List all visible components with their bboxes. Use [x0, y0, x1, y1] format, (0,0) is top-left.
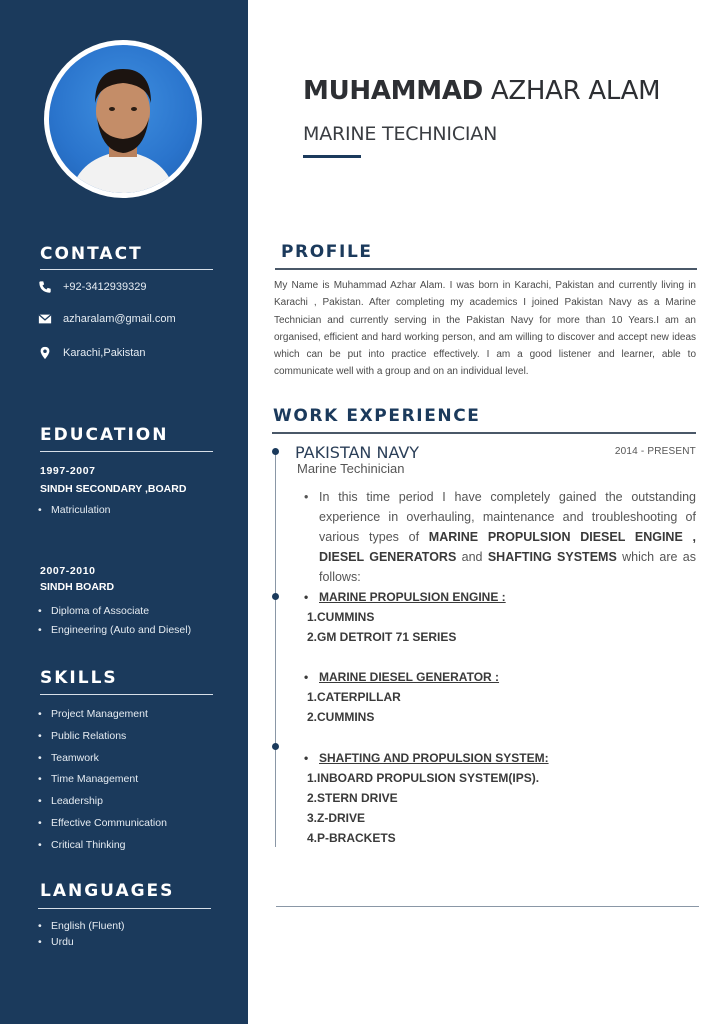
avatar [49, 45, 197, 193]
list-item: 1.CUMMINS [307, 610, 375, 624]
description-part: In this time period I have completely gained the outstanding experience in overhauling, maintenance and troubleshooting of various types of [319, 490, 696, 544]
description-part: and [456, 550, 488, 564]
phone-icon [38, 280, 52, 294]
bullet: • [304, 751, 309, 765]
list-item: 2.CUMMINS [307, 710, 375, 724]
bottom-rule [276, 906, 699, 907]
title-underline [303, 155, 361, 158]
list-item: 2.GM DETROIT 71 SERIES [307, 630, 457, 644]
group-title-text: MARINE DIESEL GENERATOR : [319, 670, 500, 684]
contact-rule [40, 269, 213, 270]
bullet: • [304, 670, 309, 684]
list-item: • Engineering (Auto and Diesel) [38, 621, 191, 640]
list-item: 1.CATERPILLAR [307, 690, 401, 704]
list-item: • Teamwork [38, 748, 167, 770]
description-bold: SHAFTING SYSTEMS [487, 550, 617, 564]
group-title [304, 670, 499, 684]
list-item: • Urdu [38, 934, 125, 950]
education-school: SINDH BOARD [40, 581, 115, 593]
first-name: MUHAMMAD [303, 76, 483, 106]
contact-phone [38, 280, 147, 294]
profile-photo [44, 40, 202, 198]
group-title [304, 590, 506, 604]
bullet: • [304, 590, 309, 604]
mail-icon [38, 312, 52, 326]
group-title [304, 751, 549, 765]
list-item: • Effective Communication [38, 813, 167, 835]
education-items [38, 602, 191, 640]
languages-list [38, 918, 125, 950]
description-text [304, 487, 696, 587]
employment-dates: 2014 - PRESENT [614, 446, 696, 457]
location-pin-icon [38, 346, 52, 360]
group-title-text: MARINE PROPULSION ENGINE : [319, 590, 506, 604]
list-item: • English (Fluent) [38, 918, 125, 934]
description-part: which are as follows: [319, 550, 696, 584]
description-bold: DIESEL GENERATORS [319, 550, 457, 564]
email-text: azharalam@gmail.com [63, 313, 176, 325]
list-item: • Public Relations [38, 726, 167, 748]
list-item: 4.P-BRACKETS [307, 831, 396, 845]
work-rule [272, 432, 696, 434]
description-bold: MARINE PROPULSION DIESEL ENGINE , [428, 530, 696, 544]
timeline-dot [272, 743, 279, 750]
profile-rule [275, 268, 697, 270]
last-name: AZHAR ALAM [490, 76, 661, 106]
list-item: • Diploma of Associate [38, 602, 191, 621]
education-heading: EDUCATION [40, 425, 169, 445]
contact-email [38, 312, 176, 326]
contact-location [38, 346, 146, 360]
sidebar [0, 0, 248, 1024]
list-item: • Project Management [38, 704, 167, 726]
contact-heading: CONTACT [40, 244, 143, 264]
list-item: 2.STERN DRIVE [307, 791, 398, 805]
portrait-illustration [49, 45, 197, 193]
list-item: 1.INBOARD PROPULSION SYSTEM(IPS). [307, 771, 540, 785]
full-name [303, 76, 660, 106]
list-item: • Time Management [38, 769, 167, 791]
education-rule [40, 451, 213, 452]
profile-text: My Name is Muhammad Azhar Alam. I was born in Karachi, Pakistan and currently living in Karachi , Pakistan. After completing my academics I joined Pakistan Navy as a Marine Technician and currently serving in the Pakistan Navy for more than 10 Years.I am an organised, efficient and hard working person, and am willing to discover and accept new ideas which can be put into practice effectively. I am a good listener and learner, able to communicate well with a group and on an individual level. [274, 280, 696, 378]
work-description [304, 487, 696, 587]
list-item: • Critical Thinking [38, 835, 167, 857]
education-years: 2007-2010 [40, 565, 96, 577]
skills-list [38, 704, 167, 857]
profile-heading: PROFILE [281, 242, 373, 262]
timeline-dot [272, 593, 279, 600]
list-item: • Matriculation [38, 504, 111, 516]
skills-heading: SKILLS [40, 668, 118, 688]
languages-rule [38, 908, 211, 909]
location-text: Karachi,Pakistan [63, 347, 146, 359]
job-title: MARINE TECHNICIAN [303, 123, 498, 145]
timeline-line [275, 449, 276, 847]
education-school: SINDH SECONDARY ,BOARD [40, 483, 187, 495]
timeline-dot [272, 448, 279, 455]
role-title: Marine Techinician [297, 461, 405, 476]
education-items [38, 504, 111, 516]
phone-text: +92-3412939329 [63, 281, 147, 293]
skills-rule [40, 694, 213, 695]
list-item: • Leadership [38, 791, 167, 813]
bullet: • [304, 490, 309, 504]
languages-heading: LANGUAGES [40, 881, 175, 901]
list-item: 3.Z-DRIVE [307, 811, 366, 825]
company-name: PAKISTAN NAVY [295, 443, 420, 462]
group-title-text: SHAFTING AND PROPULSION SYSTEM: [319, 751, 549, 765]
education-years: 1997-2007 [40, 465, 96, 477]
work-heading: WORK EXPERIENCE [273, 406, 481, 426]
